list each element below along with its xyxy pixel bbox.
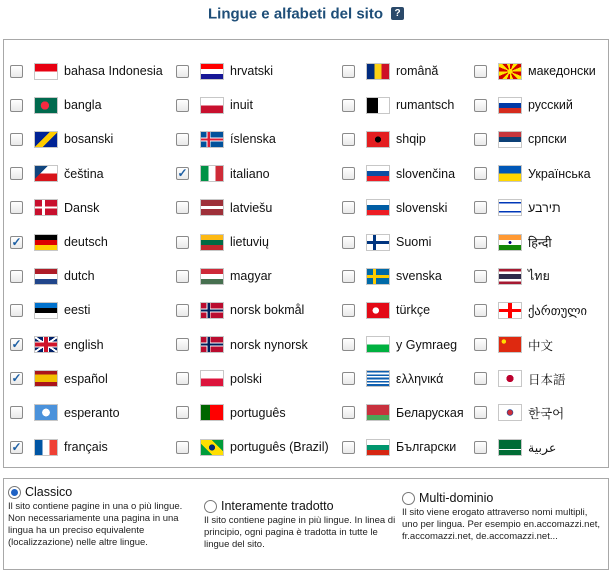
mode-label[interactable]: Interamente tradotto bbox=[221, 499, 334, 513]
language-item[interactable] bbox=[468, 293, 608, 327]
radio-multidominio[interactable] bbox=[402, 492, 415, 505]
radio-tradotto[interactable] bbox=[204, 500, 217, 513]
language-checkbox[interactable] bbox=[342, 372, 355, 385]
page-header bbox=[0, 5, 612, 23]
language-item[interactable] bbox=[468, 157, 608, 191]
language-item[interactable] bbox=[4, 157, 170, 191]
language-checkbox[interactable] bbox=[342, 406, 355, 419]
flag-france-icon bbox=[34, 439, 58, 456]
language-checkbox[interactable] bbox=[10, 270, 23, 283]
language-label[interactable]: 中文 bbox=[528, 338, 554, 353]
flag-greenland-icon bbox=[200, 97, 224, 114]
language-label[interactable]: magyar bbox=[230, 269, 272, 284]
flag-finland-icon bbox=[366, 234, 390, 251]
language-label[interactable]: čeština bbox=[64, 166, 104, 181]
language-item[interactable] bbox=[4, 430, 170, 464]
language-item[interactable] bbox=[170, 54, 336, 88]
language-item[interactable] bbox=[336, 259, 468, 293]
flag-bosnia-icon bbox=[34, 131, 58, 148]
language-label[interactable]: Українська bbox=[528, 166, 591, 181]
flag-italy-icon bbox=[200, 165, 224, 182]
language-label[interactable]: esperanto bbox=[64, 405, 120, 420]
flag-norway-icon bbox=[200, 336, 224, 353]
language-label[interactable]: תירבע bbox=[528, 200, 561, 215]
language-checkbox[interactable] bbox=[10, 65, 23, 78]
flag-germany-icon bbox=[34, 234, 58, 251]
language-checkbox[interactable] bbox=[474, 236, 487, 249]
flag-hungary-icon bbox=[200, 268, 224, 285]
language-item[interactable] bbox=[4, 362, 170, 396]
language-label[interactable]: eesti bbox=[64, 303, 91, 318]
language-checkbox[interactable] bbox=[474, 338, 487, 351]
language-label[interactable]: 한국어 bbox=[528, 406, 565, 421]
language-label[interactable]: deutsch bbox=[64, 235, 108, 250]
language-item[interactable] bbox=[336, 328, 468, 362]
language-item[interactable] bbox=[468, 54, 608, 88]
language-item[interactable] bbox=[336, 430, 468, 464]
language-checkbox[interactable] bbox=[10, 133, 23, 146]
mode-option-tradotto[interactable] bbox=[204, 499, 396, 551]
flag-wales-icon bbox=[366, 336, 390, 353]
language-checkbox[interactable] bbox=[10, 99, 23, 112]
language-item[interactable] bbox=[4, 54, 170, 88]
flag-serbia-icon bbox=[498, 131, 522, 148]
flag-denmark-icon bbox=[34, 199, 58, 216]
language-label[interactable]: türkçe bbox=[396, 303, 431, 318]
flag-israel-icon bbox=[498, 199, 522, 216]
page-title: Lingue e alfabeti del sito bbox=[207, 5, 384, 23]
language-label[interactable]: lietuvių bbox=[230, 235, 269, 250]
language-label[interactable]: bosanski bbox=[64, 132, 114, 147]
language-item[interactable] bbox=[170, 157, 336, 191]
language-checkbox[interactable] bbox=[474, 304, 487, 317]
language-item[interactable] bbox=[4, 259, 170, 293]
language-item[interactable] bbox=[336, 88, 468, 122]
flag-lithuania-icon bbox=[200, 234, 224, 251]
language-item[interactable] bbox=[170, 88, 336, 122]
flag-turkey-icon bbox=[366, 302, 390, 319]
language-item[interactable] bbox=[468, 396, 608, 430]
language-item[interactable] bbox=[468, 328, 608, 362]
language-checkbox[interactable] bbox=[474, 270, 487, 283]
language-checkbox[interactable] bbox=[176, 133, 189, 146]
language-item[interactable] bbox=[170, 225, 336, 259]
language-item[interactable] bbox=[4, 191, 170, 225]
language-label[interactable]: हिन्दी bbox=[528, 235, 552, 250]
language-checkbox[interactable] bbox=[176, 304, 189, 317]
language-checkbox[interactable] bbox=[474, 372, 487, 385]
language-item[interactable] bbox=[4, 122, 170, 156]
flag-indonesia-icon bbox=[34, 63, 58, 80]
language-item[interactable] bbox=[4, 88, 170, 122]
language-checkbox[interactable] bbox=[342, 99, 355, 112]
language-label[interactable]: Беларуская bbox=[396, 405, 464, 420]
language-checkbox[interactable] bbox=[10, 201, 23, 214]
flag-bangladesh-icon bbox=[34, 97, 58, 114]
language-item[interactable] bbox=[170, 430, 336, 464]
language-checkbox[interactable] bbox=[176, 270, 189, 283]
language-label[interactable]: русский bbox=[528, 98, 573, 113]
language-label[interactable]: italiano bbox=[230, 166, 270, 181]
flag-netherlands-icon bbox=[34, 268, 58, 285]
flag-croatia-icon bbox=[200, 63, 224, 80]
flag-bulgaria-icon bbox=[366, 439, 390, 456]
flag-belarus-icon bbox=[366, 404, 390, 421]
language-label[interactable]: norsk nynorsk bbox=[230, 337, 308, 352]
language-checkbox[interactable] bbox=[474, 201, 487, 214]
language-item[interactable] bbox=[468, 88, 608, 122]
flag-georgia-icon bbox=[498, 302, 522, 319]
help-icon[interactable]: ? bbox=[391, 7, 404, 20]
flag-portugal-icon bbox=[200, 404, 224, 421]
flag-grisons-icon bbox=[366, 97, 390, 114]
language-checkbox[interactable] bbox=[176, 236, 189, 249]
flag-korea-icon bbox=[498, 404, 522, 421]
language-checkbox[interactable] bbox=[474, 441, 487, 454]
language-label[interactable]: română bbox=[396, 64, 439, 79]
language-item[interactable] bbox=[170, 259, 336, 293]
mode-label[interactable]: Multi-dominio bbox=[419, 491, 494, 505]
language-checkbox[interactable] bbox=[342, 133, 355, 146]
flag-sweden-icon bbox=[366, 268, 390, 285]
language-label[interactable]: српски bbox=[528, 132, 567, 147]
language-label[interactable]: english bbox=[64, 337, 104, 352]
language-item[interactable] bbox=[336, 293, 468, 327]
language-grid bbox=[4, 40, 608, 467]
language-label[interactable]: norsk bokmål bbox=[230, 303, 305, 318]
language-item[interactable] bbox=[468, 225, 608, 259]
language-checkbox[interactable] bbox=[474, 99, 487, 112]
flag-albania-icon bbox=[366, 131, 390, 148]
language-checkbox[interactable] bbox=[474, 406, 487, 419]
language-checkbox[interactable] bbox=[176, 201, 189, 214]
language-label[interactable]: inuit bbox=[230, 98, 253, 113]
language-label[interactable]: rumantsch bbox=[396, 98, 455, 113]
flag-estonia-icon bbox=[34, 302, 58, 319]
language-item[interactable] bbox=[336, 54, 468, 88]
language-label[interactable]: íslenska bbox=[230, 132, 276, 147]
language-item[interactable] bbox=[4, 225, 170, 259]
language-checkbox[interactable] bbox=[342, 201, 355, 214]
language-item[interactable] bbox=[468, 259, 608, 293]
language-label[interactable]: español bbox=[64, 371, 108, 386]
language-item[interactable] bbox=[468, 191, 608, 225]
language-label[interactable]: shqip bbox=[396, 132, 426, 147]
language-label[interactable]: français bbox=[64, 440, 108, 455]
language-checkbox[interactable]: ✓ bbox=[11, 234, 22, 249]
language-label[interactable]: português bbox=[230, 405, 286, 420]
language-checkbox[interactable] bbox=[176, 65, 189, 78]
language-checkbox[interactable] bbox=[10, 304, 23, 317]
language-item[interactable] bbox=[170, 396, 336, 430]
language-item[interactable] bbox=[170, 293, 336, 327]
language-label[interactable]: hrvatski bbox=[230, 64, 274, 79]
language-checkbox[interactable] bbox=[176, 406, 189, 419]
language-checkbox[interactable] bbox=[10, 406, 23, 419]
language-item[interactable] bbox=[4, 328, 170, 362]
flag-greece-icon bbox=[366, 370, 390, 387]
flag-slovakia-icon bbox=[366, 165, 390, 182]
language-checkbox[interactable] bbox=[176, 372, 189, 385]
language-label[interactable]: y Gymraeg bbox=[396, 337, 458, 352]
flag-slovenia-icon bbox=[366, 199, 390, 216]
language-checkbox[interactable]: ✓ bbox=[177, 166, 188, 181]
language-checkbox[interactable] bbox=[342, 236, 355, 249]
language-checkbox[interactable] bbox=[176, 338, 189, 351]
flag-uk-icon bbox=[34, 336, 58, 353]
mode-description: Il sito contiene pagine in più lingue. In linea di principio, ogni pagina è tradotta in tutte le lingue del sito. bbox=[204, 515, 396, 550]
language-item[interactable] bbox=[336, 122, 468, 156]
language-item[interactable] bbox=[4, 293, 170, 327]
language-label[interactable]: dutch bbox=[64, 269, 95, 284]
language-checkbox[interactable]: ✓ bbox=[11, 337, 22, 352]
language-label[interactable]: македонски bbox=[528, 64, 596, 79]
language-item[interactable] bbox=[170, 362, 336, 396]
language-label[interactable]: slovenčina bbox=[396, 166, 456, 181]
language-checkbox[interactable]: ✓ bbox=[11, 439, 22, 454]
language-label[interactable]: Dansk bbox=[64, 200, 100, 215]
flag-poland-icon bbox=[200, 370, 224, 387]
language-checkbox[interactable] bbox=[342, 167, 355, 180]
language-label[interactable]: ไทย bbox=[528, 269, 550, 284]
language-item[interactable] bbox=[170, 122, 336, 156]
language-label[interactable]: svenska bbox=[396, 269, 442, 284]
flag-japan-icon bbox=[498, 370, 522, 387]
language-label[interactable]: português (Brazil) bbox=[230, 440, 329, 455]
flag-ukraine-icon bbox=[498, 165, 522, 182]
flag-romania-icon bbox=[366, 63, 390, 80]
language-item[interactable] bbox=[468, 362, 608, 396]
language-item[interactable] bbox=[336, 225, 468, 259]
language-checkbox[interactable] bbox=[474, 133, 487, 146]
flag-un-icon bbox=[34, 404, 58, 421]
flag-india-icon bbox=[498, 234, 522, 251]
language-checkbox[interactable] bbox=[342, 441, 355, 454]
language-item[interactable] bbox=[336, 396, 468, 430]
flag-czech-icon bbox=[34, 165, 58, 182]
language-item[interactable] bbox=[4, 396, 170, 430]
language-checkbox[interactable] bbox=[176, 441, 189, 454]
flag-norway-icon bbox=[200, 302, 224, 319]
flag-iceland-icon bbox=[200, 131, 224, 148]
language-checkbox[interactable] bbox=[342, 270, 355, 283]
mode-label[interactable]: Classico bbox=[25, 485, 73, 499]
language-item[interactable] bbox=[336, 157, 468, 191]
language-label[interactable]: ქართული bbox=[528, 303, 588, 318]
language-label[interactable]: bangla bbox=[64, 98, 102, 113]
flag-saudi-icon bbox=[498, 439, 522, 456]
language-checkbox[interactable] bbox=[342, 65, 355, 78]
language-label[interactable]: slovenski bbox=[396, 200, 448, 215]
flag-china-icon bbox=[498, 336, 522, 353]
flag-thailand-icon bbox=[498, 268, 522, 285]
language-label[interactable]: polski bbox=[230, 371, 262, 386]
mode-panel bbox=[3, 478, 609, 570]
language-item[interactable] bbox=[170, 191, 336, 225]
language-item[interactable] bbox=[468, 122, 608, 156]
mode-description: Il sito contiene pagine in una o più lingue. Non necessariamente una pagina in una lingua ha un preciso equivalente (localizzazione) nelle altre lingue. bbox=[8, 501, 183, 548]
radio-classico[interactable] bbox=[8, 486, 21, 499]
language-label[interactable]: 日本語 bbox=[528, 372, 566, 387]
language-checkbox[interactable] bbox=[342, 304, 355, 317]
mode-option-multidominio[interactable] bbox=[402, 491, 602, 543]
language-label[interactable]: Suomi bbox=[396, 235, 432, 250]
language-label[interactable]: عربية bbox=[528, 440, 557, 455]
flag-macedonia-icon bbox=[498, 63, 522, 80]
language-checkbox[interactable] bbox=[474, 65, 487, 78]
flag-brazil-icon bbox=[200, 439, 224, 456]
language-checkbox[interactable] bbox=[10, 167, 23, 180]
language-label[interactable]: latviešu bbox=[230, 200, 273, 215]
language-item[interactable] bbox=[170, 328, 336, 362]
language-checkbox[interactable] bbox=[176, 99, 189, 112]
language-checkbox[interactable] bbox=[474, 167, 487, 180]
flag-latvia-icon bbox=[200, 199, 224, 216]
mode-description: Il sito viene erogato attraverso nomi multipli, uno per lingua. Per esempio en.accomazzi.net, fr.accomazzi.net, de.accomazzi.net... bbox=[402, 507, 601, 542]
language-item[interactable] bbox=[336, 191, 468, 225]
language-checkbox[interactable]: ✓ bbox=[11, 371, 22, 386]
flag-russia-icon bbox=[498, 97, 522, 114]
language-label[interactable]: ελληνικά bbox=[396, 371, 444, 386]
flag-spain-icon bbox=[34, 370, 58, 387]
language-label[interactable]: bahasa Indonesia bbox=[64, 64, 163, 79]
language-item[interactable] bbox=[336, 362, 468, 396]
mode-option-classico[interactable] bbox=[8, 485, 198, 549]
language-panel bbox=[3, 39, 609, 468]
radio-selected-dot bbox=[11, 489, 18, 496]
language-item[interactable] bbox=[468, 430, 608, 464]
language-checkbox[interactable] bbox=[342, 338, 355, 351]
language-label[interactable]: Български bbox=[396, 440, 457, 455]
